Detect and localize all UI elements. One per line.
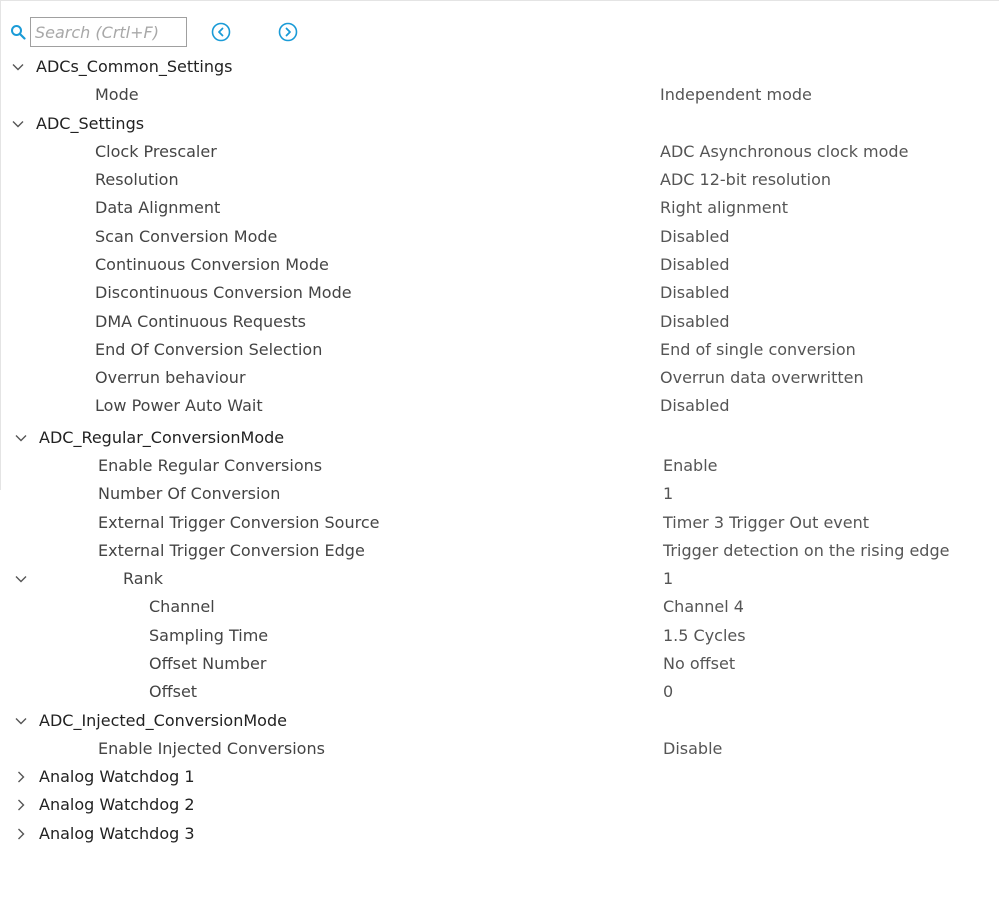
property-value: 1: [663, 569, 674, 588]
property-value: End of single conversion: [660, 340, 856, 359]
property-value: No offset: [663, 654, 736, 673]
property-label: Continuous Conversion Mode: [95, 255, 329, 274]
property-label: Data Alignment: [95, 198, 221, 217]
group-toggle[interactable]: [14, 827, 28, 841]
property-value: Disabled: [660, 227, 730, 246]
rank-toggle[interactable]: [14, 572, 28, 586]
tree-group-analog-watchdog-1[interactable]: [0, 763, 999, 791]
chevron-down-icon: [11, 60, 25, 74]
group-toggle[interactable]: [14, 798, 28, 812]
property-value: Timer 3 Trigger Out event: [663, 513, 870, 532]
property-label: Rank: [123, 569, 163, 588]
property-value: Disabled: [660, 396, 730, 415]
chevron-right-icon: [14, 798, 28, 812]
group-label: Analog Watchdog 3: [39, 824, 195, 843]
property-value: ADC 12-bit resolution: [660, 170, 832, 189]
property-label: End Of Conversion Selection: [95, 340, 323, 359]
group-label: ADC_Regular_ConversionMode: [39, 428, 285, 447]
chevron-right-icon: [14, 770, 28, 784]
property-label: Low Power Auto Wait: [95, 396, 263, 415]
property-value: Independent mode: [660, 85, 812, 104]
tree-group-analog-watchdog-2[interactable]: [0, 791, 999, 819]
property-label: Enable Regular Conversions: [98, 456, 323, 475]
chevron-right-icon: [14, 827, 28, 841]
chevron-down-icon: [14, 572, 28, 586]
chevron-down-icon: [14, 714, 28, 728]
group-toggle[interactable]: [11, 117, 25, 131]
property-label: Offset: [149, 682, 198, 701]
property-label: DMA Continuous Requests: [95, 312, 306, 331]
property-label: Channel: [149, 597, 215, 616]
tree-row-continuous-conversion-mode[interactable]: [0, 251, 999, 279]
property-label: Discontinuous Conversion Mode: [95, 283, 352, 302]
property-value: Channel 4: [663, 597, 744, 616]
group-label: Analog Watchdog 2: [39, 795, 195, 814]
tree-group-adc-regular-conversion-mode[interactable]: [0, 424, 999, 452]
property-value: Trigger detection on the rising edge: [663, 541, 950, 560]
property-label: External Trigger Conversion Source: [98, 513, 380, 532]
property-label: Sampling Time: [149, 626, 269, 645]
group-label: Analog Watchdog 1: [39, 767, 195, 786]
tree-row-clock-prescaler[interactable]: [0, 138, 999, 166]
property-value: 0: [663, 682, 674, 701]
tree-row-number-of-conversion[interactable]: [0, 480, 999, 508]
tree-group-adcs-common-settings[interactable]: [0, 53, 999, 81]
property-label: Resolution: [95, 170, 179, 189]
tree-row-dma-continuous-requests[interactable]: [0, 308, 999, 336]
property-label: Scan Conversion Mode: [95, 227, 278, 246]
property-value: Disabled: [660, 312, 730, 331]
chevron-down-icon: [11, 117, 25, 131]
tree-group-adc-settings[interactable]: [0, 110, 999, 138]
group-toggle[interactable]: [14, 770, 28, 784]
property-value: Overrun data overwritten: [660, 368, 864, 387]
tree-row-data-alignment[interactable]: [0, 194, 999, 222]
property-label: Overrun behaviour: [95, 368, 246, 387]
tree-row-scan-conversion-mode[interactable]: [0, 223, 999, 251]
tree-row-end-of-conversion-selection[interactable]: [0, 336, 999, 364]
property-value: 1: [663, 484, 674, 503]
property-value: Disabled: [660, 255, 730, 274]
group-toggle[interactable]: [14, 714, 28, 728]
group-toggle[interactable]: [11, 60, 25, 74]
tree-row-resolution[interactable]: [0, 166, 999, 194]
property-label: Clock Prescaler: [95, 142, 217, 161]
property-value: 1.5 Cycles: [663, 626, 746, 645]
tree-row-external-trigger-conversion-edge[interactable]: [0, 537, 999, 565]
tree-row-mode[interactable]: [0, 81, 999, 109]
group-label: ADC_Injected_ConversionMode: [39, 711, 287, 730]
tree-row-offset-number[interactable]: [0, 650, 999, 678]
tree-group-analog-watchdog-3[interactable]: [0, 820, 999, 848]
tree-row-enable-injected-conversions[interactable]: [0, 735, 999, 763]
tree-row-external-trigger-conversion-source[interactable]: [0, 509, 999, 537]
tree-row-offset[interactable]: [0, 678, 999, 706]
tree-row-channel[interactable]: [0, 593, 999, 621]
tree-row-discontinuous-conversion-mode[interactable]: [0, 279, 999, 307]
tree-row-overrun-behaviour[interactable]: [0, 364, 999, 392]
property-label: Mode: [95, 85, 139, 104]
property-value: Right alignment: [660, 198, 789, 217]
property-value: ADC Asynchronous clock mode: [660, 142, 909, 161]
property-label: Number Of Conversion: [98, 484, 281, 503]
tree-row-low-power-auto-wait[interactable]: [0, 392, 999, 420]
group-toggle[interactable]: [14, 431, 28, 445]
tree-row-enable-regular-conversions[interactable]: [0, 452, 999, 480]
property-label: External Trigger Conversion Edge: [98, 541, 365, 560]
tree-group-adc-injected-conversion-mode[interactable]: [0, 707, 999, 735]
chevron-down-icon: [14, 431, 28, 445]
property-value: Disabled: [660, 283, 730, 302]
property-label: Offset Number: [149, 654, 267, 673]
property-value: Disable: [663, 739, 723, 758]
property-value: Enable: [663, 456, 718, 475]
tree-row-sampling-time[interactable]: [0, 622, 999, 650]
property-label: Enable Injected Conversions: [98, 739, 325, 758]
group-label: ADC_Settings: [36, 114, 145, 133]
group-label: ADCs_Common_Settings: [36, 57, 233, 76]
tree-group-rank[interactable]: [0, 565, 999, 593]
